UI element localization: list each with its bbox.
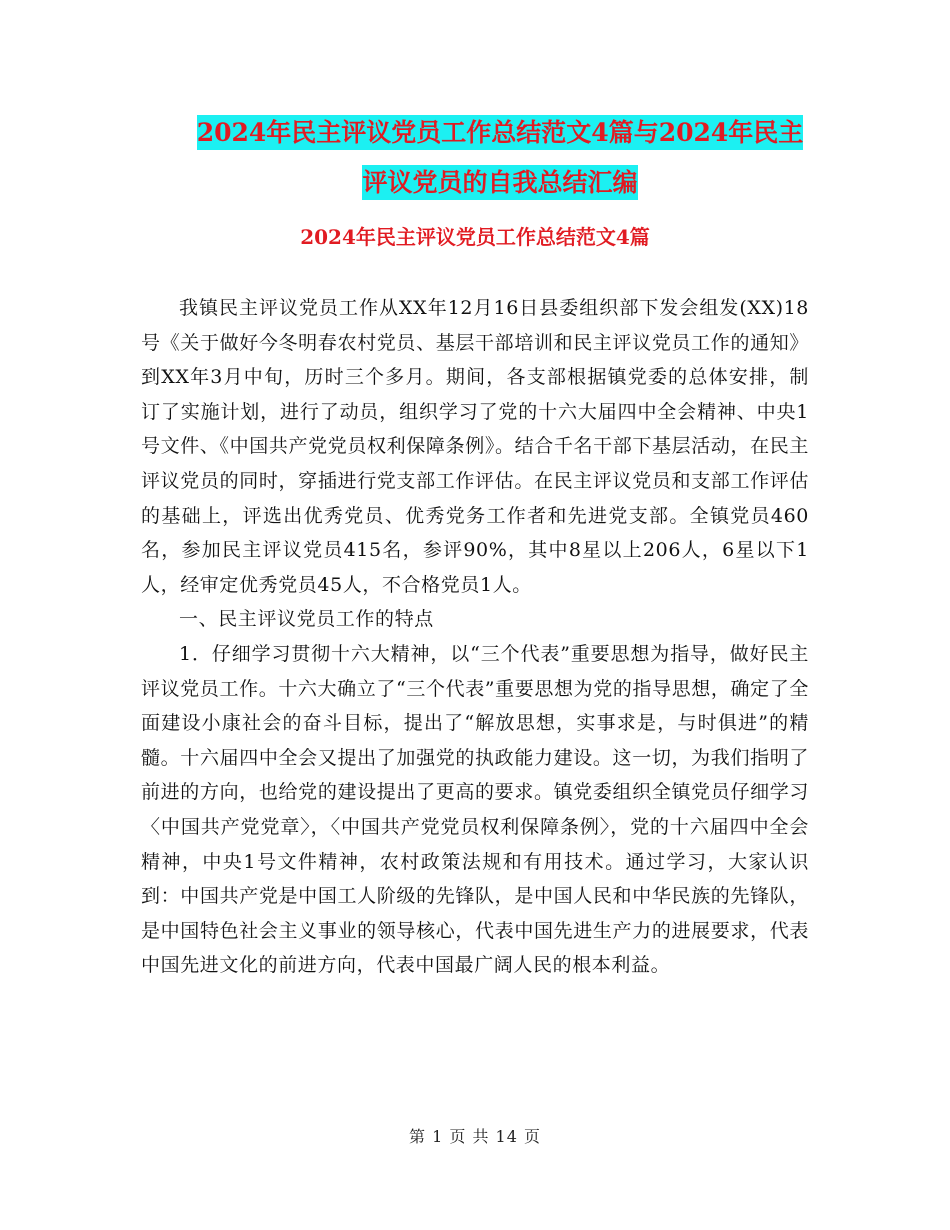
page-footer: 第 1 页 共 14 页 [409,1127,541,1146]
document-title-line1: 2024年民主评议党员工作总结范文4篇与2024年民主 [197,115,804,150]
document-title-line2: 评议党员的自我总结汇编 [362,165,637,200]
document-body [141,291,809,983]
paragraph-intro: 我镇民主评议党员工作从XX年12月16日县委组织部下发会组发(XX)18号《关于做好今冬明春农村党员、基层干部培训和民主评议党员工作的通知》到XX年3月中旬，历时三个多月。期间，各支部根据镇党委的总体安排，制订了实施计划，进行了动员，组织学习了党的十六大届四中全会精神、中央1号文件、《中国共产党党员权利保障条例》。结合千名干部下基层活动，在民主评议党员的同时，穿插进行党支部工作评估。在民主评议党员和支部工作评估的基础上，评选出优秀党员、优秀党务工作者和先进党支部。全镇党员460名，参加民主评议党员415名，参评90%，其中8星以上206人，6星以下1人，经审定优秀党员45人，不合格党员1人。 [141,297,809,596]
document-title [140,108,860,208]
paragraph-heading: 一、民主评议党员工作的特点 [179,608,434,631]
section-title: 2024年民主评议党员工作总结范文4篇 [300,225,650,249]
paragraph-point-1: 1．仔细学习贯彻十六大精神，以“三个代表”重要思想为指导，做好民主评议党员工作。十六大确立了“三个代表”重要思想为党的指导思想，确定了全面建设小康社会的奋斗目标，提出了“解放思想，实事求是，与时俱进”的精髓。十六届四中全会又提出了加强党的执政能力建设。这一切，为我们指明了前进的方向，也给党的建设提出了更高的要求。镇党委组织全镇党员仔细学习〈中国共产党党章〉，〈中国共产党党员权利保障条例〉，党的十六届四中全会精神，中央1号文件精神，农村政策法规和有用技术。通过学习，大家认识到：中国共产党是中国工人阶级的先锋队，是中国人民和中华民族的先锋队，是中国特色社会主义事业的领导核心，代表中国先进生产力的进展要求，代表中国先进文化的前进方向，代表中国最广阔人民的根本利益。 [141,642,809,977]
